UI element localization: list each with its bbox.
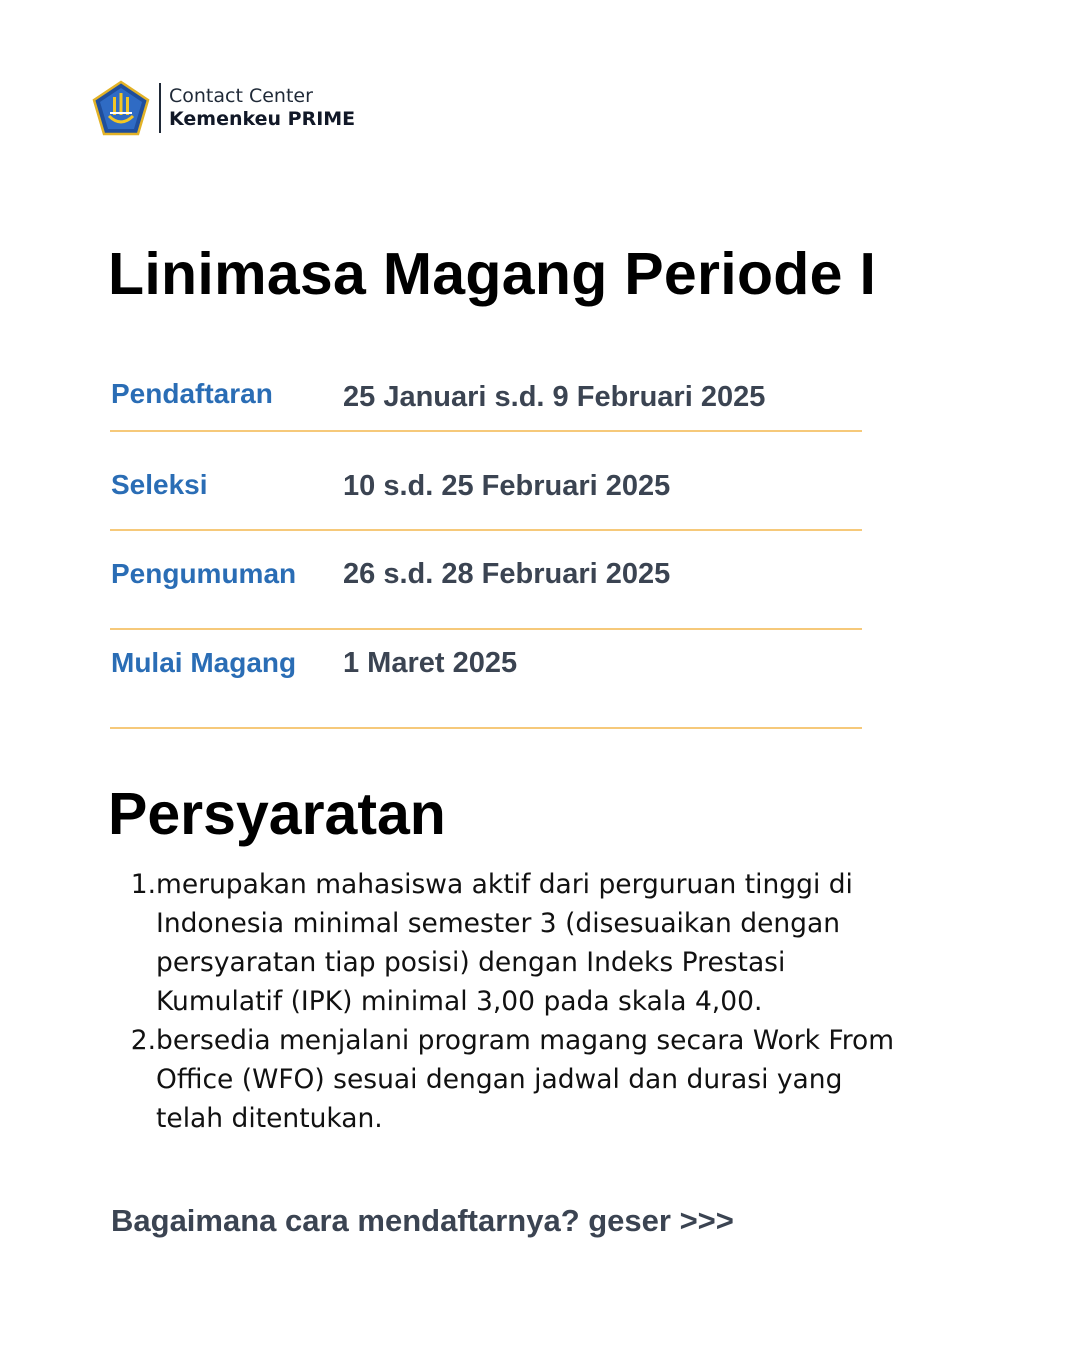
timeline-row-seleksi	[110, 432, 862, 531]
timeline-label: Pendaftaran	[111, 378, 273, 409]
requirements-title: Persyaratan	[108, 781, 446, 847]
timeline-value: 26 s.d. 28 Februari 2025	[343, 558, 671, 590]
page-title: Linimasa Magang Periode I	[108, 241, 877, 307]
header	[92, 80, 355, 136]
timeline-value: 1 Maret 2025	[343, 647, 518, 679]
requirements-list	[108, 865, 898, 1138]
timeline-value: 25 Januari s.d. 9 Februari 2025	[343, 381, 766, 413]
timeline-value: 10 s.d. 25 Februari 2025	[343, 470, 671, 502]
swipe-prompt: Bagaimana cara mendaftarnya? geser >>>	[111, 1203, 734, 1238]
kemenkeu-emblem-icon	[92, 80, 150, 136]
list-item-number: 1.	[130, 869, 156, 900]
header-line2: Kemenkeu PRIME	[169, 108, 356, 130]
header-line1: Contact Center	[169, 85, 313, 107]
list-item	[108, 865, 898, 1021]
timeline-label: Seleksi	[111, 469, 208, 500]
header-text	[169, 85, 355, 131]
timeline	[110, 360, 862, 729]
timeline-row-pendaftaran	[110, 360, 862, 432]
list-item-text: merupakan mahasiswa aktif dari perguruan tinggi di Indonesia minimal semester 3 (disesuaikan dengan persyaratan tiap posisi) dengan Indeks Prestasi Kumulatif (IPK) minimal 3,00 pada skala 4,00.	[156, 869, 853, 1017]
list-item-number: 2.	[130, 1025, 156, 1056]
list-item-text: bersedia menjalani program magang secara Work From Office (WFO) sesuai dengan jadwal dan durasi yang telah ditentukan.	[156, 1025, 895, 1134]
timeline-row-pengumuman	[110, 531, 862, 630]
timeline-label: Pengumuman	[111, 558, 297, 589]
header-divider	[159, 83, 161, 133]
timeline-row-mulai-magang	[110, 630, 862, 729]
list-item	[108, 1021, 898, 1138]
timeline-label: Mulai Magang	[111, 647, 297, 678]
